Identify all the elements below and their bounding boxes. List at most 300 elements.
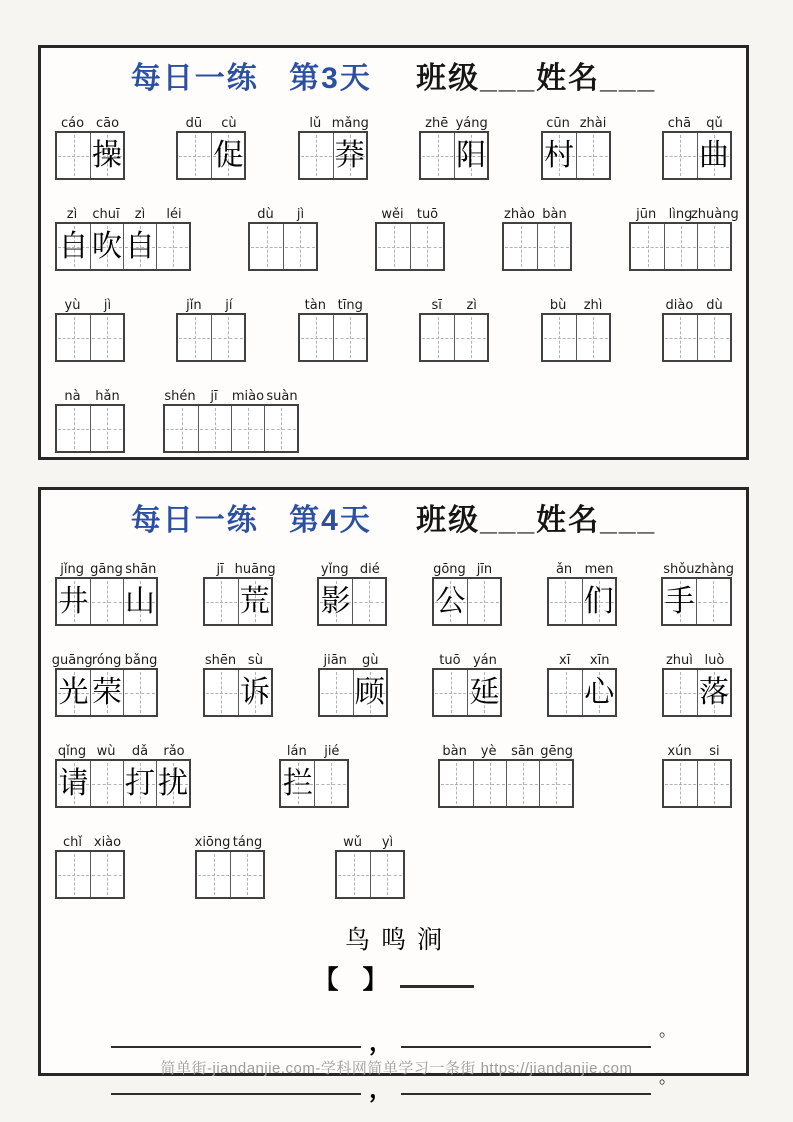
word-row: [55, 383, 732, 453]
word-group: [662, 110, 732, 180]
character-cell: [440, 761, 473, 806]
character-grid: [55, 404, 125, 453]
blank-line-segment: [401, 1075, 651, 1095]
word-group: [195, 829, 265, 899]
blank-line-segment: [111, 1075, 361, 1095]
character-cell: [230, 852, 263, 897]
given-character: 顾: [354, 675, 385, 709]
pinyin-syllable: zì: [466, 298, 477, 313]
given-character: 拦: [282, 766, 313, 800]
pinyin-syllable: zì: [66, 207, 78, 222]
pinyin-syllable: suàn: [266, 389, 298, 404]
character-cell: [57, 224, 90, 269]
pinyin-row: [203, 556, 276, 577]
character-cell: [123, 224, 156, 269]
pinyin-row: [55, 738, 191, 759]
pinyin-syllable: yè: [480, 744, 497, 759]
pinyin-syllable: guāng: [51, 653, 93, 668]
pinyin-syllable: yì: [381, 835, 394, 850]
author-bracket-close: 】: [362, 966, 388, 994]
word-group: [176, 110, 246, 180]
character-cell: [264, 406, 297, 451]
word-group: [541, 292, 611, 362]
given-character: 打: [125, 766, 155, 800]
pinyin-syllable: chǐ: [63, 835, 82, 850]
pinyin-row: [662, 110, 732, 131]
character-grid: [432, 668, 502, 717]
pinyin-syllable: jí: [225, 298, 233, 313]
character-cell: [57, 670, 90, 715]
pinyin-syllable: bǎng: [124, 653, 158, 668]
character-cell: [90, 315, 123, 360]
pinyin-syllable: ǎn: [555, 562, 573, 577]
pinyin-syllable: chā: [667, 116, 692, 131]
pinyin-syllable: diào: [665, 298, 694, 313]
pinyin-syllable: wǔ: [343, 835, 362, 850]
title-class-name-blanks: 班级___姓名___: [416, 504, 657, 537]
character-cell: [434, 579, 467, 624]
character-cell: [353, 670, 386, 715]
word-group: [547, 647, 617, 717]
character-grid: [55, 759, 191, 808]
character-cell: [664, 761, 697, 806]
character-grid: [176, 131, 246, 180]
blank-line-segment: [111, 1028, 361, 1048]
pinyin-row: [661, 556, 735, 577]
character-grid: [298, 313, 368, 362]
pinyin-row: [419, 110, 489, 131]
pinyin-syllable: si: [709, 744, 720, 759]
character-cell: [123, 579, 156, 624]
character-cell: [320, 670, 353, 715]
word-row: [55, 292, 732, 362]
pinyin-row: [662, 647, 732, 668]
pinyin-syllable: gōng: [433, 562, 466, 577]
character-cell: [454, 315, 487, 360]
given-character: 请: [58, 766, 89, 800]
pinyin-row: [547, 556, 617, 577]
word-group: [419, 110, 489, 180]
pinyin-row: [541, 110, 611, 131]
pinyin-syllable: jǐn: [186, 298, 202, 313]
pinyin-syllable: jīn: [476, 562, 493, 577]
character-cell: [123, 761, 156, 806]
pinyin-row: [55, 201, 191, 222]
word-group: [163, 383, 299, 453]
given-character: 操: [92, 138, 122, 172]
character-cell: [90, 761, 123, 806]
pinyin-syllable: zhuàng: [690, 207, 739, 222]
word-group: [55, 556, 158, 626]
word-row: [55, 738, 732, 808]
pinyin-syllable: zì: [134, 207, 146, 222]
word-group: [547, 556, 617, 626]
given-character: 荒: [239, 584, 270, 618]
pinyin-syllable: jǐng: [60, 562, 85, 577]
given-character: 井: [58, 584, 89, 618]
character-cell: [543, 133, 576, 178]
character-cell: [539, 761, 572, 806]
pinyin-syllable: dù: [706, 298, 723, 313]
pinyin-row: [279, 738, 349, 759]
word-group: [55, 110, 125, 180]
word-row: [51, 647, 732, 717]
period-punctuation: 。: [659, 1021, 676, 1040]
word-group: [55, 292, 125, 362]
title-class-name-blanks: 班级___姓名___: [416, 62, 657, 95]
word-group: [432, 647, 502, 717]
pinyin-row: [317, 556, 387, 577]
character-cell: [90, 224, 123, 269]
character-cell: [663, 579, 696, 624]
pinyin-syllable: lán: [286, 744, 307, 759]
character-cell: [211, 133, 244, 178]
pinyin-syllable: sān: [511, 744, 535, 759]
given-character: 村: [544, 138, 575, 172]
pinyin-syllable: xiào: [93, 835, 122, 850]
pinyin-row: [203, 647, 273, 668]
pinyin-row: [662, 738, 732, 759]
character-cell: [57, 133, 90, 178]
word-group: [438, 738, 574, 808]
pinyin-syllable: xī: [559, 653, 571, 668]
character-cell: [57, 315, 90, 360]
character-cell: [205, 670, 238, 715]
pinyin-row: [419, 292, 489, 313]
word-group: [541, 110, 611, 180]
character-cell: [576, 315, 609, 360]
author-blank-line: [400, 969, 474, 988]
pinyin-syllable: dié: [359, 562, 380, 577]
title-day-number: 第4天: [289, 504, 372, 537]
pinyin-syllable: zhì: [583, 298, 603, 313]
pinyin-syllable: wù: [96, 744, 116, 759]
pinyin-syllable: zhē: [425, 116, 449, 131]
given-character: 莽: [334, 138, 365, 172]
character-cell: [283, 224, 316, 269]
character-grid: [502, 222, 572, 271]
pinyin-syllable: lìng: [668, 207, 693, 222]
pinyin-syllable: jié: [324, 744, 340, 759]
pinyin-row: [176, 292, 246, 313]
worksheet-panel-day3: [38, 45, 749, 460]
given-character: 诉: [239, 675, 270, 709]
pinyin-syllable: yù: [64, 298, 81, 313]
character-cell: [582, 670, 615, 715]
character-cell: [57, 406, 90, 451]
word-group: [51, 647, 158, 717]
pinyin-syllable: miào: [231, 389, 265, 404]
pinyin-syllable: cāo: [95, 116, 120, 131]
pinyin-row: [298, 110, 368, 131]
character-cell: [549, 670, 582, 715]
character-cell: [314, 761, 347, 806]
pinyin-row: [195, 829, 265, 850]
character-cell: [90, 406, 123, 451]
watermark-footer: 简单街-jiandanjie.com-学科网简单学习一条街 https://jiandanjie.com: [160, 1060, 633, 1077]
pinyin-syllable: shén: [164, 389, 196, 404]
character-grid: [629, 222, 732, 271]
pinyin-syllable: zhuì: [665, 653, 693, 668]
pinyin-syllable: xīn: [589, 653, 610, 668]
character-grid: [662, 313, 732, 362]
pinyin-syllable: dū: [185, 116, 203, 131]
pinyin-syllable: bàn: [542, 207, 567, 222]
character-cell: [454, 133, 487, 178]
pinyin-syllable: jī: [210, 389, 218, 404]
pinyin-syllable: mǎng: [331, 116, 369, 131]
character-cell: [90, 852, 123, 897]
pinyin-syllable: léi: [166, 207, 182, 222]
word-group: [661, 556, 735, 626]
character-grid: [203, 577, 273, 626]
word-group: [419, 292, 489, 362]
given-character: 延: [469, 675, 500, 709]
character-cell: [421, 315, 454, 360]
pinyin-syllable: sī: [431, 298, 442, 313]
character-grid: [318, 668, 388, 717]
character-cell: [178, 315, 211, 360]
character-cell: [90, 670, 123, 715]
character-cell: [281, 761, 314, 806]
character-grid: [662, 668, 732, 717]
word-group: [335, 829, 405, 899]
word-group: [629, 201, 739, 271]
character-grid: [541, 313, 611, 362]
author-bracket-open: 【: [313, 966, 339, 994]
character-grid: [298, 131, 368, 180]
character-cell: [467, 670, 500, 715]
character-cell: [198, 406, 231, 451]
pinyin-syllable: sù: [247, 653, 263, 668]
character-grid: [432, 577, 502, 626]
character-grid: [55, 577, 158, 626]
word-group: [55, 383, 125, 453]
character-cell: [250, 224, 283, 269]
character-cell: [156, 761, 189, 806]
worksheet-title-day4: [41, 502, 746, 540]
title-day-number: 第3天: [289, 62, 372, 95]
character-cell: [90, 133, 123, 178]
pinyin-syllable: tàn: [304, 298, 326, 313]
word-group: [662, 647, 732, 717]
pinyin-syllable: yǐng: [320, 562, 349, 577]
character-cell: [664, 670, 697, 715]
pinyin-syllable: shān: [125, 562, 157, 577]
pinyin-row: [375, 201, 445, 222]
word-group: [298, 292, 368, 362]
character-cell: [664, 224, 697, 269]
character-grid: [661, 577, 732, 626]
pinyin-syllable: tuō: [416, 207, 439, 222]
character-grid: [195, 850, 265, 899]
pinyin-syllable: róng: [91, 653, 122, 668]
pinyin-syllable: zhàng: [694, 562, 735, 577]
character-grid: [176, 313, 246, 362]
pinyin-syllable: gāng: [90, 562, 123, 577]
comma-punctuation: ，: [369, 1030, 393, 1056]
character-cell: [697, 133, 730, 178]
word-groups-day4: [41, 556, 746, 899]
given-character: 扰: [158, 766, 188, 800]
title-daily-practice: 每日一练: [130, 504, 259, 537]
pinyin-row: [438, 738, 574, 759]
pinyin-row: [502, 201, 572, 222]
character-grid: [248, 222, 318, 271]
pinyin-row: [629, 201, 739, 222]
character-cell: [549, 579, 582, 624]
character-grid: [662, 131, 732, 180]
title-daily-practice: 每日一练: [130, 62, 259, 95]
character-cell: [300, 315, 333, 360]
character-cell: [421, 133, 454, 178]
character-cell: [467, 579, 500, 624]
character-grid: [541, 131, 611, 180]
given-character: 公: [435, 584, 466, 618]
pinyin-syllable: jūn: [636, 207, 657, 222]
character-cell: [473, 761, 506, 806]
pinyin-row: [662, 292, 732, 313]
character-cell: [504, 224, 537, 269]
character-cell: [664, 315, 697, 360]
word-row: [55, 201, 739, 271]
character-cell: [410, 224, 443, 269]
pinyin-syllable: wěi: [381, 207, 404, 222]
word-row: [55, 829, 732, 899]
character-cell: [300, 133, 333, 178]
word-group: [317, 556, 387, 626]
character-grid: [55, 131, 125, 180]
poem-title: 鸟鸣涧: [344, 927, 453, 954]
character-grid: [317, 577, 387, 626]
character-cell: [156, 224, 189, 269]
pinyin-syllable: xiōng: [194, 835, 231, 850]
given-character: 吹: [92, 229, 122, 263]
character-grid: [55, 222, 191, 271]
pinyin-syllable: dǎ: [131, 744, 149, 759]
character-grid: [335, 850, 405, 899]
given-character: 影: [320, 584, 351, 618]
pinyin-row: [432, 647, 502, 668]
pinyin-syllable: cáo: [60, 116, 85, 131]
pinyin-syllable: yáng: [455, 116, 488, 131]
given-character: 光: [58, 675, 89, 709]
character-cell: [337, 852, 370, 897]
character-grid: [55, 850, 125, 899]
pinyin-row: [176, 110, 246, 131]
character-grid: [438, 759, 574, 808]
character-cell: [90, 579, 123, 624]
pinyin-syllable: zhài: [579, 116, 607, 131]
character-cell: [696, 579, 729, 624]
given-character: 阳: [456, 138, 487, 172]
character-cell: [205, 579, 238, 624]
character-grid: [203, 668, 273, 717]
pinyin-row: [298, 292, 368, 313]
given-character: 手: [664, 584, 695, 618]
given-character: 自: [58, 229, 89, 263]
word-group: [298, 110, 368, 180]
pinyin-syllable: men: [584, 562, 614, 577]
pinyin-row: [163, 383, 299, 404]
comma-punctuation: ，: [369, 1077, 393, 1103]
pinyin-row: [55, 292, 125, 313]
word-group: [248, 201, 318, 271]
character-cell: [178, 133, 211, 178]
character-grid: [547, 668, 617, 717]
character-cell: [165, 406, 198, 451]
character-cell: [434, 670, 467, 715]
pinyin-syllable: cūn: [546, 116, 570, 131]
pinyin-syllable: jì: [103, 298, 112, 313]
character-cell: [697, 670, 730, 715]
character-cell: [697, 761, 730, 806]
pinyin-row: [55, 110, 125, 131]
character-cell: [231, 406, 264, 451]
word-groups-day3: [41, 110, 746, 453]
character-grid: [547, 577, 617, 626]
pinyin-syllable: rǎo: [163, 744, 185, 759]
character-cell: [57, 761, 90, 806]
character-cell: [197, 852, 230, 897]
pinyin-syllable: nà: [64, 389, 81, 404]
character-cell: [333, 133, 366, 178]
pinyin-syllable: qǐng: [57, 744, 87, 759]
word-group: [502, 201, 572, 271]
poem-blank-line-1: [41, 1016, 746, 1056]
pinyin-row: [55, 556, 158, 577]
character-cell: [238, 579, 271, 624]
pinyin-syllable: shǒu: [663, 562, 695, 577]
given-character: 自: [125, 229, 155, 263]
pinyin-syllable: zhào: [504, 207, 535, 222]
character-cell: [211, 315, 244, 360]
word-group: [55, 201, 191, 271]
pinyin-syllable: hǎn: [95, 389, 120, 404]
character-grid: [163, 404, 299, 453]
pinyin-row: [318, 647, 388, 668]
character-cell: [319, 579, 352, 624]
word-group: [662, 292, 732, 362]
pinyin-syllable: cù: [221, 116, 237, 131]
character-grid: [419, 131, 489, 180]
pinyin-syllable: gēng: [540, 744, 574, 759]
word-group: [375, 201, 445, 271]
pinyin-syllable: bàn: [442, 744, 467, 759]
blank-line-segment: [401, 1028, 651, 1048]
word-group: [279, 738, 349, 808]
character-cell: [352, 579, 385, 624]
pinyin-row: [432, 556, 502, 577]
pinyin-syllable: luò: [704, 653, 725, 668]
character-cell: [370, 852, 403, 897]
word-row: [55, 110, 732, 180]
character-cell: [582, 579, 615, 624]
given-character: 促: [213, 138, 244, 172]
word-row: [55, 556, 735, 626]
character-grid: [279, 759, 349, 808]
word-group: [203, 556, 276, 626]
pinyin-syllable: gù: [361, 653, 379, 668]
given-character: 曲: [698, 138, 729, 172]
character-cell: [664, 133, 697, 178]
character-cell: [377, 224, 410, 269]
character-cell: [238, 670, 271, 715]
word-group: [55, 829, 125, 899]
worksheet-panel-day4: [38, 487, 749, 1103]
character-grid: [375, 222, 445, 271]
given-character: 荣: [92, 675, 122, 709]
